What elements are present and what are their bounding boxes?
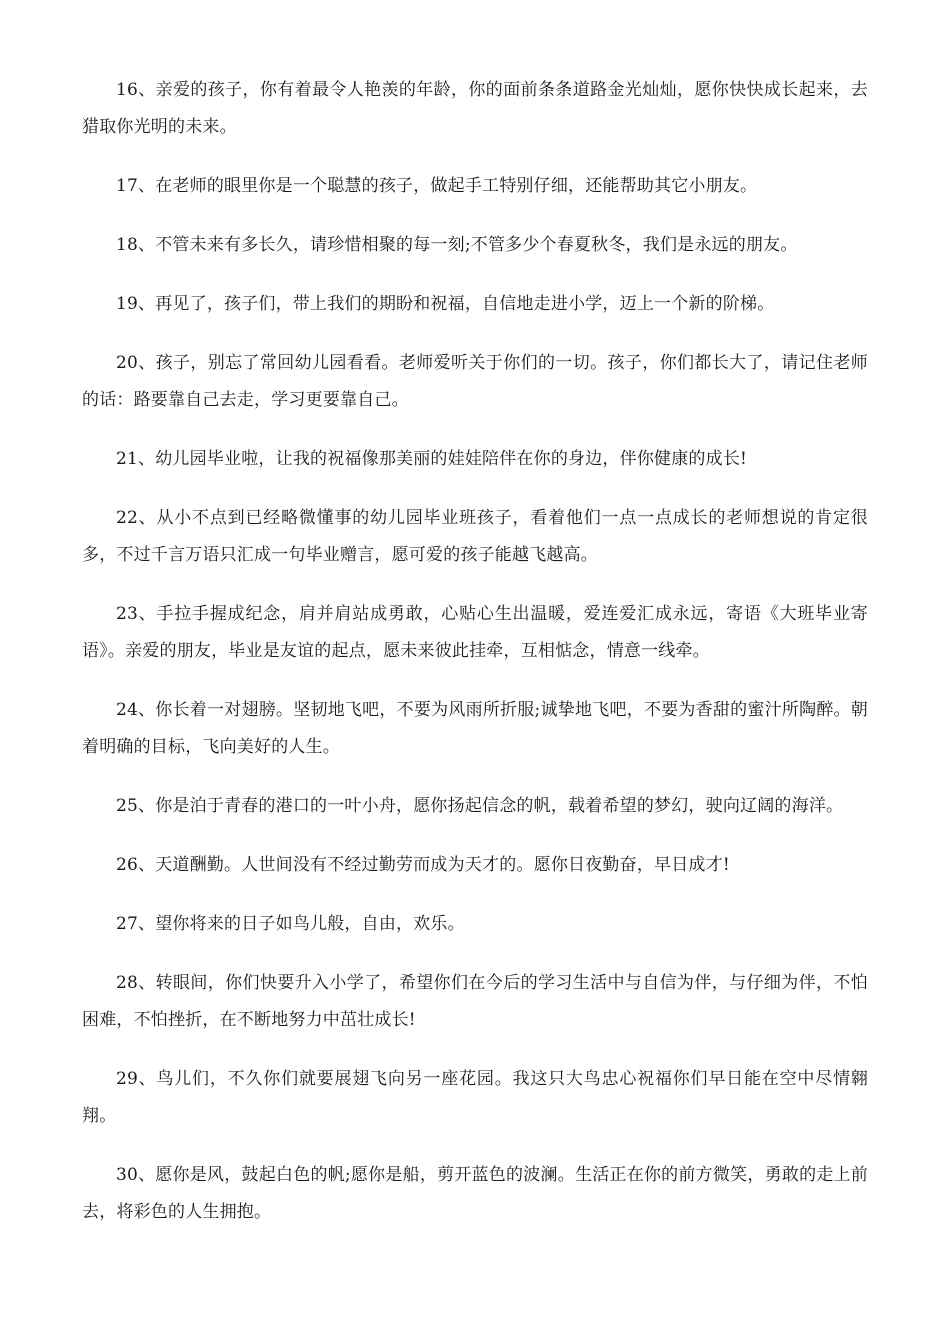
paragraph-22: 22、从小不点到已经略微懂事的幼儿园毕业班孩子，看着他们一点一点成长的老师想说的肯定很多，不过千言万语只汇成一句毕业赠言，愿可爱的孩子能越飞越高。 bbox=[82, 508, 868, 565]
paragraph-24: 24、你长着一对翅膀。坚韧地飞吧，不要为风雨所折服;诚挚地飞吧，不要为香甜的蜜汁所陶醉。朝着明确的目标，飞向美好的人生。 bbox=[82, 700, 868, 757]
paragraph-30: 30、愿你是风，鼓起白色的帆;愿你是船，剪开蓝色的波澜。生活正在你的前方微笑，勇敢的走上前去，将彩色的人生拥抱。 bbox=[82, 1165, 868, 1222]
paragraph-23: 23、手拉手握成纪念，肩并肩站成勇敢，心贴心生出温暖，爱连爱汇成永远，寄语《大班毕业寄语》。亲爱的朋友，毕业是友谊的起点，愿未来彼此挂牵，互相惦念，情意一线牵。 bbox=[82, 604, 868, 661]
paragraph-25: 25、你是泊于青春的港口的一叶小舟，愿你扬起信念的帆，载着希望的梦幻，驶向辽阔的海洋。 bbox=[116, 796, 844, 816]
paragraph-18: 18、不管未来有多长久，请珍惜相聚的每一刻;不管多少个春夏秋冬，我们是永远的朋友。 bbox=[116, 235, 798, 255]
paragraph-29: 29、鸟儿们，不久你们就要展翅飞向另一座花园。我这只大鸟忠心祝福你们早日能在空中尽情翱翔。 bbox=[82, 1069, 868, 1126]
paragraph-17: 17、在老师的眼里你是一个聪慧的孩子，做起手工特别仔细，还能帮助其它小朋友。 bbox=[116, 176, 758, 196]
paragraph-19: 19、再见了，孩子们，带上我们的期盼和祝福，自信地走进小学，迈上一个新的阶梯。 bbox=[116, 294, 775, 314]
paragraph-28: 28、转眼间，你们快要升入小学了，希望你们在今后的学习生活中与自信为伴，与仔细为伴，不怕困难，不怕挫折，在不断地努力中茁壮成长! bbox=[82, 973, 868, 1030]
document-body bbox=[82, 72, 868, 1253]
paragraph-26: 26、天道酬勤。人世间没有不经过勤劳而成为天才的。愿你日夜勤奋，早日成才! bbox=[116, 855, 730, 875]
paragraph-16: 16、亲爱的孩子，你有着最令人艳羡的年龄，你的面前条条道路金光灿灿，愿你快快成长起来，去猎取你光明的未来。 bbox=[82, 80, 868, 137]
paragraph-21: 21、幼儿园毕业啦，让我的祝福像那美丽的娃娃陪伴在你的身边，伴你健康的成长! bbox=[116, 449, 748, 469]
paragraph-20: 20、孩子，别忘了常回幼儿园看看。老师爱听关于你们的一切。孩子，你们都长大了，请记住老师的话：路要靠自己去走，学习更要靠自己。 bbox=[82, 353, 868, 410]
paragraph-27: 27、望你将来的日子如鸟儿般，自由，欢乐。 bbox=[116, 914, 465, 934]
